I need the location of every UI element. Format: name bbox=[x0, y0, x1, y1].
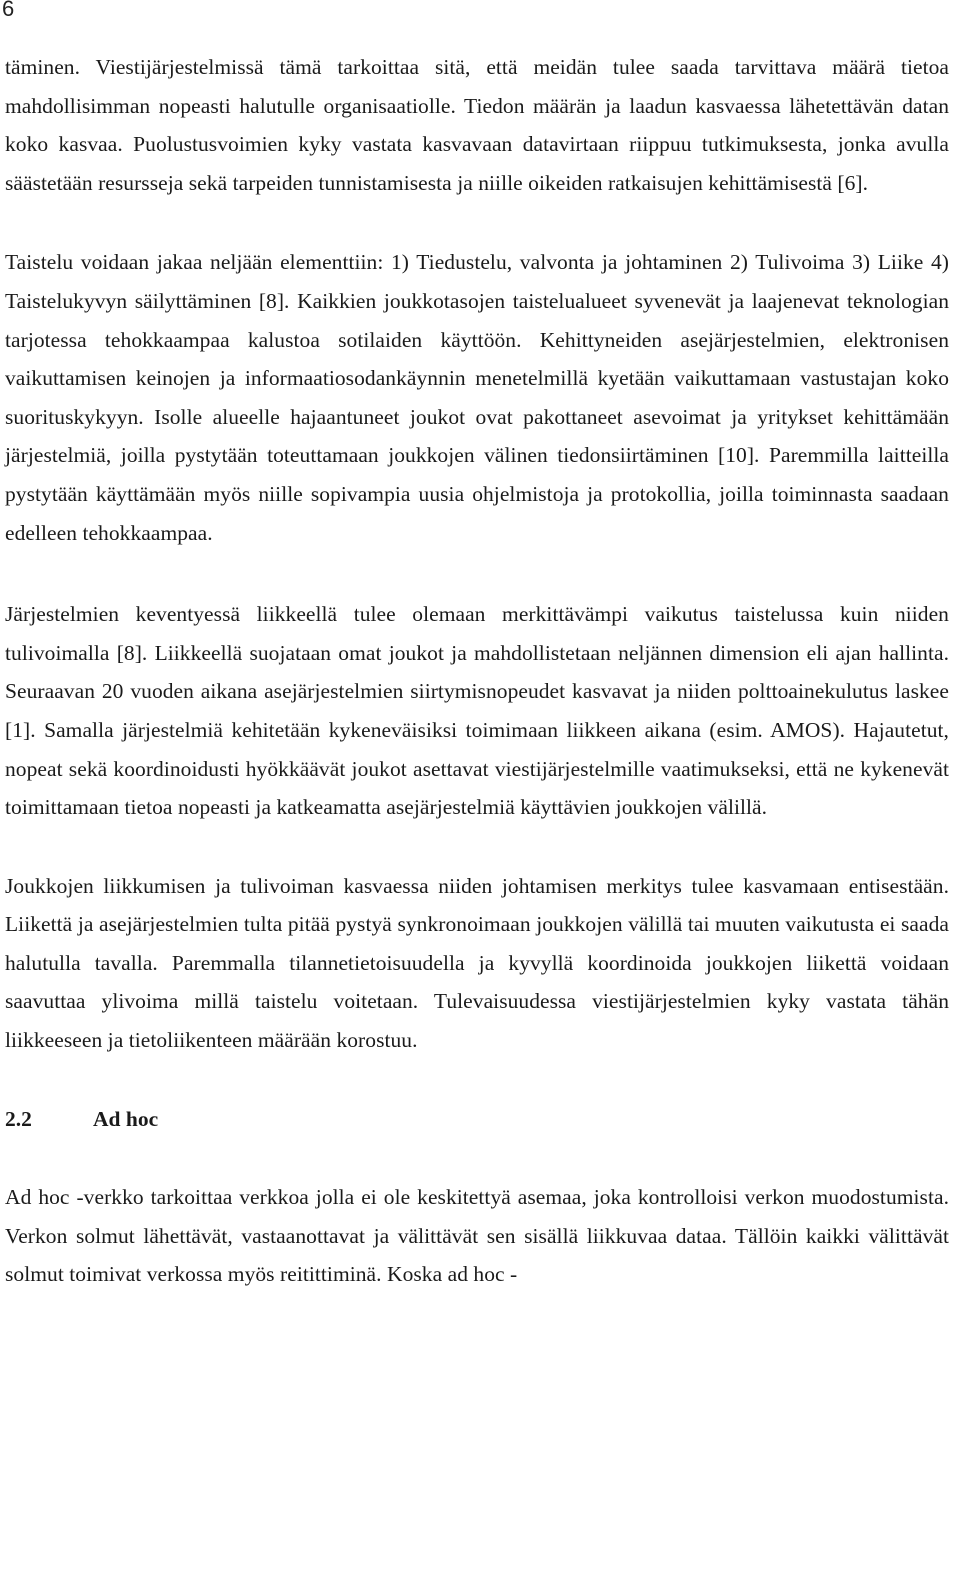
document-body bbox=[5, 48, 949, 1294]
section-number: 2.2 bbox=[5, 1106, 32, 1131]
paragraph-gap bbox=[5, 202, 949, 243]
section-heading bbox=[5, 1100, 949, 1139]
paragraph: Järjestelmien keventyessä liikkeellä tulee olemaan merkittävämpi vaikutus taistelussa kuin niiden tulivoimalla [8]. Liikkeellä suojataan omat joukot ja mahdollistetaan neljännen dimension eli ajan hallinta. Seuraavan 20 vuoden aikana asejärjestelmien siirtymisnopeudet kasvavat ja niiden polttoainekulutus laskee [1]. Samalla järjestelmiä kehitetään kykeneväisiksi toimimaan liikkeen aikana (esim. AMOS). Hajautetut, nopeat sekä koordinoidusti hyökkäävät joukot asettavat viestijärjestelmille vaatimukseksi, että ne kykenevät toimittamaan tietoa nopeasti ja katkeamatta asejärjestelmiä käyttävien joukkojen välillä. bbox=[5, 602, 949, 820]
paragraph: Joukkojen liikkumisen ja tulivoiman kasvaessa niiden johtamisen merkitys tulee kasvamaan entisestään. Liikettä ja asejärjestelmien tulta pitää pystyä synkronoimaan joukkojen välillä tai muuten vaikutusta ei saada halutulla tavalla. Paremmalla tilannetietoisuudella ja kyvyllä koordinoida joukkojen liikettä voidaan saavuttaa ylivoima millä taistelu voitetaan. Tulevaisuudessa viestijärjestelmien kyky vastata tähän liikkeeseen ja tietoliikenteen määrään korostuu. bbox=[5, 873, 949, 1053]
paragraph: Taistelu voidaan jakaa neljään elementtiin: 1) Tiedustelu, valvonta ja johtaminen 2) Tulivoima 3) Liike 4) Taistelukyvyn säilyttäminen [8]. Kaikkien joukkotasojen taistelualueet syvenevät ja laajenevat teknologian tarjotessa tehokkaampaa kalustoa sotilaiden käyttöön. Kehittyneiden asejärjestelmien, elektronisen vaikuttamisen keinojen ja informaatiosodankäynnin menetelmillä kyetään vaikuttamaan vastustajan koko suorituskykyyn. Isolle alueelle hajaantuneet joukot ovat pakottaneet asevoimat ja yritykset kehittämään järjestelmiä, joilla pystytään toteuttamaan joukkojen välinen tiedonsiirtäminen [10]. Paremmilla laitteilla pystytään käyttämään myös niille sopivampia uusia ohjelmistoja ja protokollia, joilla toiminnasta saadaan edelleen tehokkaampaa. bbox=[5, 250, 949, 545]
section-title: Ad hoc bbox=[93, 1106, 159, 1131]
paragraph-gap bbox=[5, 1060, 949, 1100]
paragraph: täminen. Viestijärjestelmissä tämä tarkoittaa sitä, että meidän tulee saada tarvittava määrä tietoa mahdollisimman nopeasti halutulle organisaatiolle. Tiedon määrän ja laadun kasvaessa lähetettävän datan koko kasvaa. Puolustusvoimien kyky vastata kasvavaan datavirtaan riippuu tutkimuksesta, jonka avulla säästetään resursseja sekä tarpeiden tunnistamisesta ja niille oikeiden ratkaisujen kehittämisestä [6]. bbox=[5, 55, 949, 195]
paragraph: Ad hoc -verkko tarkoittaa verkkoa jolla ei ole keskitettyä asemaa, joka kontrolloisi verkon muodostumista. Verkon solmut lähettävät, vastaanottavat ja välittävät sen sisällä liikkuvaa dataa. Tällöin kaikki välittävät solmut toimivat verkossa myös reitittiminä. Koska ad hoc - bbox=[5, 1185, 949, 1287]
page-number: 6 bbox=[2, 0, 15, 21]
paragraph-gap bbox=[5, 1138, 949, 1178]
paragraph-gap bbox=[5, 827, 949, 867]
paragraph-gap bbox=[5, 552, 949, 595]
